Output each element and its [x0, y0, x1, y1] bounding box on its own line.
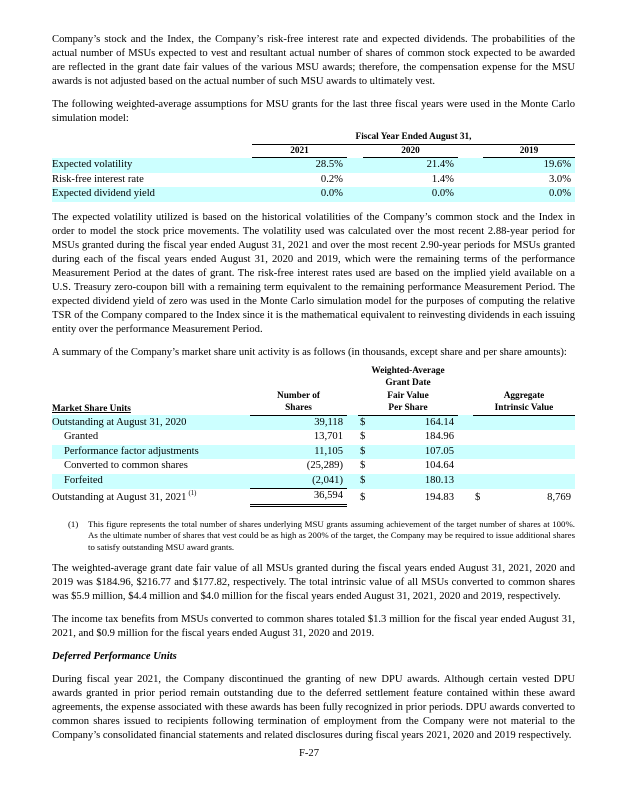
table-row [52, 430, 575, 445]
fv-header-line1: Weighted-Average [371, 365, 445, 376]
table-row [52, 474, 575, 489]
footnote-text: This figure represents the total number of shares underlying MSU grants assuming achievement of the target number of shares at 100%. As the ultimate number of shares that vest could be as high as 200% of the target, the Company may be required to issue additional shares to satisfy outstanding MSU award grants. [88, 518, 575, 552]
footnote-marker: (1) [68, 518, 79, 529]
currency-symbol: $ [360, 491, 366, 503]
fair-value: 184.96 [424, 431, 454, 442]
fair-value: 107.05 [424, 445, 454, 457]
row-label: Converted to common shares [64, 460, 188, 471]
fair-value-total: 194.83 [424, 491, 454, 503]
fair-value: 180.13 [424, 475, 454, 486]
currency-symbol: $ [360, 416, 366, 428]
table-row [52, 459, 575, 474]
paragraph-assumptions-intro: The following weighted-average assumptions for MSU grants for the last three fiscal years were used in the Monte Carlo simulation model: [52, 99, 575, 124]
shares-total: 36,594 [250, 489, 347, 506]
paragraph-dpu-discontinued: During fiscal year 2021, the Company discontinued the granting of new DPU awards. Although certain vested DPU awards granted in prior period remain outstanding due to the deferred settlement feature contained within these award agreements, the expense associated with these awards has been fully recognized in prior periods. DPU awards converted to common shares issued to recipients following termination of employment from the Company were not material to the Company’s consolidated financial statements and related disclosures during fiscal years 2021, 2020 and 2019 respectively. [52, 674, 575, 741]
currency-symbol: $ [360, 460, 366, 471]
row-label: Granted [64, 431, 99, 442]
value-2019: 3.0% [548, 173, 572, 185]
row-label: Outstanding at August 31, 2020 [52, 416, 187, 428]
page-number: F-27 [298, 748, 319, 759]
row-label: Risk-free interest rate [52, 173, 144, 185]
paragraph-msu-vesting: Company’s stock and the Index, the Company’s risk-free interest rate and expected dividends. The probabilities of the actual number of MSUs expected to vest and resultant actual number of shares of common stock expected to be awarded are reflected in the grant date fair values of the various MSU awards; therefore, the compensation expense for the MSU awards is not adjusted based on the actual number of such MSU awards to ultimately vest. [52, 34, 575, 87]
fv-header-line4: Per Share [358, 402, 458, 415]
table-row [52, 187, 575, 202]
currency-symbol: $ [475, 491, 481, 503]
iv-header-line1: Aggregate [503, 390, 545, 401]
assumptions-year-header-row [52, 144, 575, 158]
table-row [52, 158, 575, 173]
assumptions-span-header-row [52, 131, 575, 144]
msu-activity-table [52, 365, 575, 507]
fv-header-line3: Fair Value [387, 390, 429, 401]
table-row [52, 173, 575, 188]
fair-value: 164.14 [424, 416, 454, 428]
year-header-2021: 2021 [252, 144, 347, 158]
paragraph-grant-date-fair-value: The weighted-average grant date fair value of all MSUs granted during the fiscal years ended August 31, 2021, 2020 and 2019 was $184.96, $216.77 and $177.82, respectively. The total intrinsic value of all MSUs converted to common shares was $5.9 million, $4.4 million and $4.0 million for the fiscal years ended August 31, 2021, 2020 and 2019, respectively. [52, 563, 575, 602]
value-2019: 19.6% [543, 159, 572, 170]
activity-header-row-1 [52, 365, 575, 378]
value-2020: 21.4% [426, 159, 454, 170]
activity-header-row-2 [52, 377, 575, 390]
shares-value: 39,118 [314, 416, 343, 428]
fv-header-line2: Grant Date [385, 378, 431, 388]
shares-value: 11,105 [314, 445, 343, 457]
activity-header-row-4 [52, 402, 575, 415]
currency-symbol: $ [360, 431, 366, 442]
row-label: Expected volatility [52, 159, 133, 170]
value-2021: 28.5% [315, 159, 343, 170]
value-2020: 1.4% [431, 173, 454, 185]
shares-value: (2,041) [312, 474, 343, 486]
row-label: Expected dividend yield [52, 188, 155, 199]
currency-symbol: $ [360, 475, 366, 486]
value-2021: 0.0% [320, 188, 343, 199]
fair-value: 104.64 [424, 460, 454, 471]
year-header-2020: 2020 [363, 144, 458, 158]
footnote-reference: (1) [188, 489, 197, 497]
value-2021: 0.2% [320, 173, 343, 185]
market-share-units-header: Market Share Units [52, 403, 131, 414]
year-header-2019: 2019 [483, 144, 575, 158]
paragraph-volatility-explanation: The expected volatility utilized is based on the historical volatilities of the Company’s common stock and the Index in order to model the stock price movements. The volatility used was calculated over the most recent 2.88-year period for MSUs granted during the fiscal year ended August 31, 2021 and over the most recent 2.90-year periods for MSUs granted during each of the fiscal years ended August 31, 2020 and 2019, which were the remaining terms of the performance Measurement Period at the dates of grant. The risk-free interest rates used are based on the implied yield available on a U.S. Treasury zero-coupon bill with a remaining term equivalent to the remaining performance Measurement Period. The expected dividend yield of zero was used in the Monte Carlo simulation model for the purposes of computing the relative TSR of the Company compared to the Index since it is the mathematical equivalent to reinvesting dividends in each issuing entity over the performance Measurement Period. [52, 211, 575, 335]
value-2019: 0.0% [548, 188, 572, 199]
row-label: Outstanding at August 31, 2021 $^{(1)}$ [52, 489, 197, 503]
footnote-1 [68, 519, 575, 554]
row-label: Performance factor adjustments [64, 445, 199, 457]
table-row [52, 415, 575, 430]
activity-header-row-3 [52, 390, 575, 403]
fiscal-year-span-header: Fiscal Year Ended August 31, [252, 131, 575, 144]
currency-symbol: $ [360, 445, 366, 457]
shares-value: (25,289) [306, 460, 343, 471]
table-row [52, 445, 575, 460]
shares-value: 13,701 [313, 431, 343, 442]
shares-header-line1: Number of [277, 390, 320, 401]
intrinsic-value-total: 8,769 [547, 491, 571, 503]
paragraph-activity-intro: A summary of the Company’s market share unit activity is as follows (in thousands, except share and per share amounts): [52, 346, 567, 358]
section-heading-deferred-performance-units: Deferred Performance Units [52, 651, 177, 662]
iv-header-line2: Intrinsic Value [473, 402, 575, 415]
total-row [52, 489, 575, 506]
value-2020: 0.0% [431, 188, 454, 199]
paragraph-income-tax-benefits: The income tax benefits from MSUs converted to common shares totaled $1.3 million for the fiscal year ended August 31, 2021, and $0.9 million for the fiscal years ended August 31, 2020 and 2019. [52, 614, 575, 639]
row-label: Forfeited [64, 475, 103, 486]
assumptions-table [52, 131, 575, 202]
shares-header-line2: Shares [250, 402, 347, 415]
